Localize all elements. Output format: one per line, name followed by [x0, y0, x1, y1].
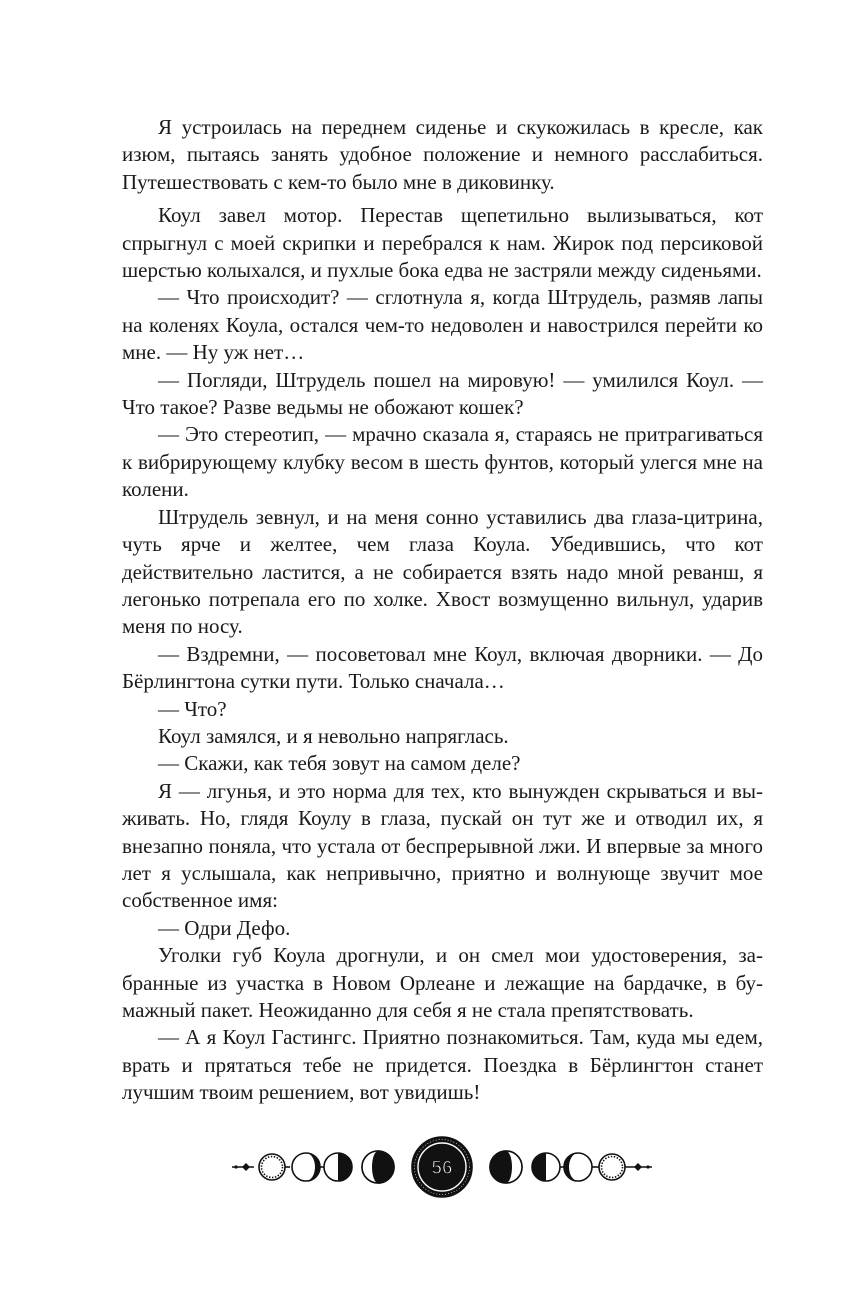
waning-gibbous-icon	[490, 1151, 522, 1183]
paragraph-9: Коул замялся, и я невольно напряглась.	[158, 723, 509, 748]
waxing-crescent-icon	[292, 1153, 320, 1181]
paragraph-3: — Что происходит? — сглотнула я, когда Штрудель, размяв лапы на коленях Коула, остался чем-то недоволен и навострился перейти ко мне. — Ну уж нет…	[122, 285, 763, 365]
full-moon-icon	[599, 1154, 625, 1180]
paragraph-13: Уголки губ Коула дрогнули, и он смел мои удостоверения, забранные из участка в Новом Орлеане и лежащие на бардачке, в бумажный пакет. Неожиданно для себя я не стала препятствовать.	[122, 943, 763, 1022]
page-number: 56	[431, 1158, 453, 1179]
full-moon-icon	[259, 1154, 285, 1180]
star-dot-icon	[634, 1163, 650, 1171]
moon-phase-footer	[232, 1131, 652, 1203]
paragraph-8: — Что?	[158, 696, 227, 721]
first-quarter-moon-icon	[324, 1153, 352, 1181]
star-dot-icon	[234, 1163, 250, 1171]
paragraph-2: Коул завел мотор. Перестав щепетильно вылизываться, кот спрыгнул с моей скрипки и перебрался к нам. Жирок под персиковой шерстью колыхался, и пухлые бока едва не застряли между сиденьями.	[122, 203, 763, 283]
page-body-text	[122, 114, 763, 1107]
paragraph-5: — Это стереотип, — мрачно сказала я, стараясь не притрагиваться к вибрирующему клубку весом в шесть фунтов, который улегся мне на колени.	[122, 422, 763, 502]
paragraph-14: — А я Коул Гастингс. Приятно познакомиться. Там, куда мы едем, врать и прятаться тебе не придется. Поездка в Бёрлингтон станет лучшим твоим решением, вот увидишь!	[122, 1025, 763, 1105]
paragraph-6: Штрудель зевнул, и на меня сонно уставились два глаза-цитрина, чуть ярче и желтее, чем глаза Коула. Убедившись, что кот действительно ластится, а не собирается взять надо мной реванш, я легонько потрепала его по холке. Хвост возмущенно вильнул, ударив меня по носу.	[122, 504, 763, 639]
page-number-medallion	[412, 1137, 472, 1197]
paragraph-11: Я — лгунья, и это норма для тех, кто вынужден скрываться и выживать. Но, глядя Коулу в глаза, пускай он тут же и отводил их, я внезапно поняла, что устала от беспрерывной лжи. И впервые за много лет я услышала, как непривычно, приятно и волнующе звучит мое собственное имя:	[122, 778, 763, 913]
paragraph-4: — Погляди, Штрудель пошел на мировую! — умилился Коул. — Что такое? Разве ведьмы не обожают кошек?	[122, 367, 763, 420]
paragraph-10: — Скажи, как тебя зовут на самом деле?	[158, 751, 521, 776]
paragraph-12: — Одри Дефо.	[158, 915, 291, 940]
paragraph-1: Я устроилась на переднем сиденье и скукожилась в кресле, как изюм, пытаясь занять удобное положение и немного расслабиться. Путешествовать с кем-то было мне в диковинку.	[122, 115, 763, 194]
waning-crescent-icon	[564, 1153, 592, 1181]
last-quarter-moon-icon	[532, 1153, 560, 1181]
paragraph-7: — Вздремни, — посоветовал мне Коул, включая дворники. — До Бёрлингтона сутки пути. Только сначала…	[122, 641, 763, 694]
waxing-gibbous-icon	[362, 1151, 394, 1183]
moon-phase-ornament	[232, 1131, 652, 1203]
